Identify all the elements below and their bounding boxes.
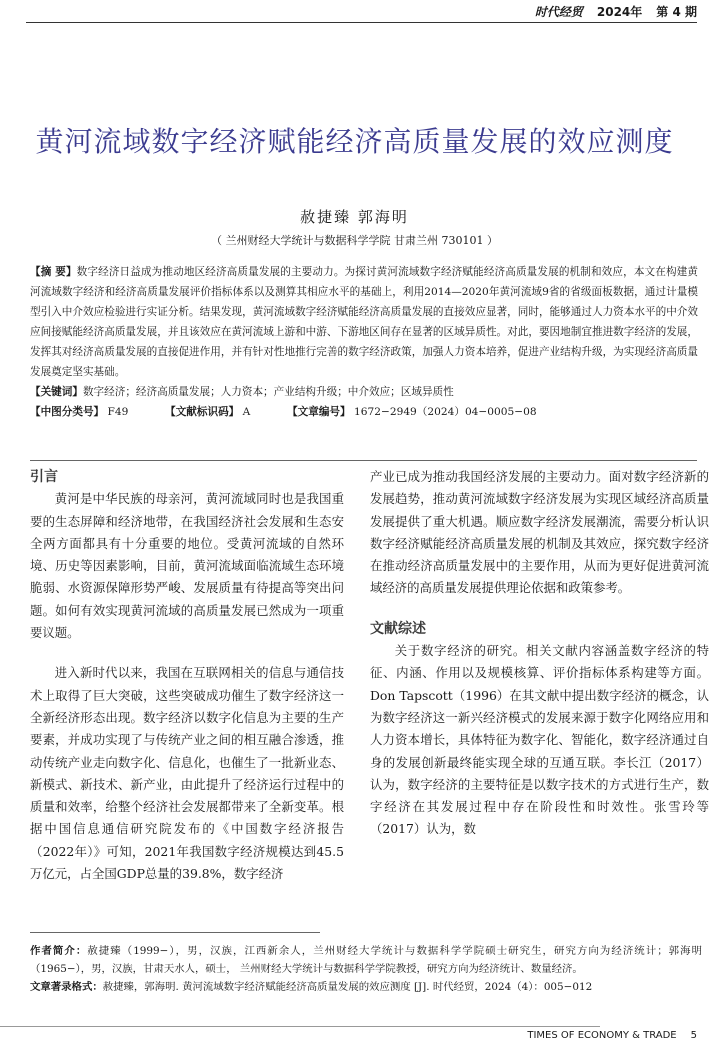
keywords [30,382,698,402]
abstract-block [30,262,698,422]
intro-paragraph-1: 黄河是中华民族的母亲河，黄河流域同时也是我国重要的生态屏障和经济地带，在我国经济社会发展和生态安全两方面都具有十分重要的地位。受黄河流域的自然环境、历史等因素影响，目前，黄河流域面临流域生态环境脆弱、水资源保障形势严峻、发展质量有待提高等突出问题。如何有效实现黄河流域的高质量发展已然成为一项重要议题。 [30,491,344,641]
author-affiliation: （ 兰州财经大学统计与数据科学学院 甘肃兰州 730101 ） [211,234,498,247]
journal-issue: 第 4 期 [656,4,697,19]
paper-title: 黄河流域数字经济赋能经济高质量发展的效应测度 [35,125,674,158]
keywords-label: 【关键词】 [30,386,83,398]
citation-format [30,978,702,996]
intro-paragraph-3: 产业已成为推动我国经济发展的主要动力。面对数字经济新的发展趋势，推动黄河流域数字经济发展为实现区域经济高质量发展提供了重大机遇。顺应数字经济发展潮流，需要分析认识数字经济赋能经济高质量发展的机制及其效应，探究数字经济在推动经济高质量发展中的主要作用，从而为更好促进黄河流域经济的高质量发展提供理论依据和政策参考。 [370,469,709,596]
left-column [30,466,344,885]
abstract-label: 【摘 要】 [30,266,77,278]
literature-heading: 文献综述 [370,620,426,637]
doc-code-value: A [242,406,251,418]
keywords-text: 数字经济；经济高质量发展；人力资本；产业结构升级；中介效应；区域异质性 [82,386,454,398]
article-number-label: 【文章编号】 [287,406,351,418]
abstract-text: 数字经济日益成为推动地区经济高质量发展的主要动力。为探讨黄河流域数字经济赋能经济高质量发展的机制和效应，本文在构建黄河流域数字经济和经济高质量发展评价指标体系以及测算其相应水平的基础上，利用2014—2020年黄河流域9省的省级面板数据，通过计量模型引入中介效应检验进行实证分析。结果发现，黄河流域数字经济赋能经济高质量发展的直接效应显著，同时，能够通过人力资本水平的中介效应间接赋能经济高质量发展，并且该效应在黄河流域上游和中游、下游地区间存在显著的区域异质性。对此，要因地制宜推进数字经济的发展，发挥其对经济高质量发展的直接促进作用，并有针对性地推行完善的数字经济政策，加强人力资本培养，促进产业结构升级，为实现经济高质量发展奠定坚实基础。 [30,266,698,378]
article-number-value: 1672−2949（2024）04−0005−08 [354,406,537,418]
footer-line [0,1026,600,1027]
abstract [30,262,698,382]
journal-year: 2024年 [596,4,643,19]
clc-value: F49 [107,406,129,418]
right-column [370,466,709,841]
header-divider [26,22,697,23]
intro-heading: 引言 [30,469,58,485]
doc-code-label: 【文献标识码】 [165,406,240,418]
footnote-divider [30,932,320,933]
author-bio-text: 赦捷臻（1999−），男，汉族，江西新余人，兰州财经大学统计与数据科学学院硕士研究生，研究方向为经济统计；郭海明（1965−），男，汉族，甘肃天水人，硕士， 兰州财经大学统计与数据科学学院教授，研究方向为经济统计、数量经济。 [30,945,702,975]
footnotes [30,942,702,996]
clc-label: 【中图分类号】 [30,406,105,418]
abstract-divider [30,460,697,461]
citation-text: 赦捷臻，郭海明. 黄河流域数字经济赋能经济高质量发展的效应测度 [J]. 时代经贸，2024（4）：005−012 [102,981,593,993]
author-bio-label: 作者简介： [30,945,88,957]
journal-english-name: TIMES OF ECONOMY & TRADE [527,1030,677,1041]
page-number: 5 [690,1030,697,1041]
page-footer [527,1030,697,1041]
running-header [535,0,697,22]
paper-authors: 赦捷臻 郭海明 [300,208,409,226]
citation-label: 文章著录格式： [30,981,103,993]
intro-paragraph-2: 进入新时代以来，我国在互联网相关的信息与通信技术上取得了巨大突破，这些突破成功催生了数字经济这一全新经济形态出现。数字经济以数字化信息为主要的生产要素，并成功实现了与传统产业之间的相互融合渗透，推动传统产业走向数字化、信息化，也催生了一批新业态、新模式、新技术、新产业，由此提升了经济运行过程中的质量和效率，给整个经济社会发展都带来了全新变革。根据中国信息通信研究院发布的《中国数字经济报告（2022年）》可知，2021年我国数字经济规模达到45.5万亿元，占全国GDP总量的39.8%，数字经济 [30,665,344,882]
literature-paragraph-1: 关于数字经济的研究。相关文献内容涵盖数字经济的特征、内涵、作用以及规模核算、评价指标体系构建等方面。Don Tapscott（1996）在其文献中提出数字经济的概念，认为数字经济这一新兴经济模式的发展来源于数字化网络应用和人力资本增长，具体特征为数字化、智能化，数字经济通过自身的发展创新最终能实现全球的互通互联。李长江（2017）认为，数字经济的主要特征是以数字技术的方式进行生产，数字经济在其发展过程中存在阶段性和时效性。张雪玲等（2017）认为，数 [370,643,709,837]
classification-line [30,402,698,422]
author-bio [30,942,702,978]
journal-name: 时代经贸 [534,4,583,19]
